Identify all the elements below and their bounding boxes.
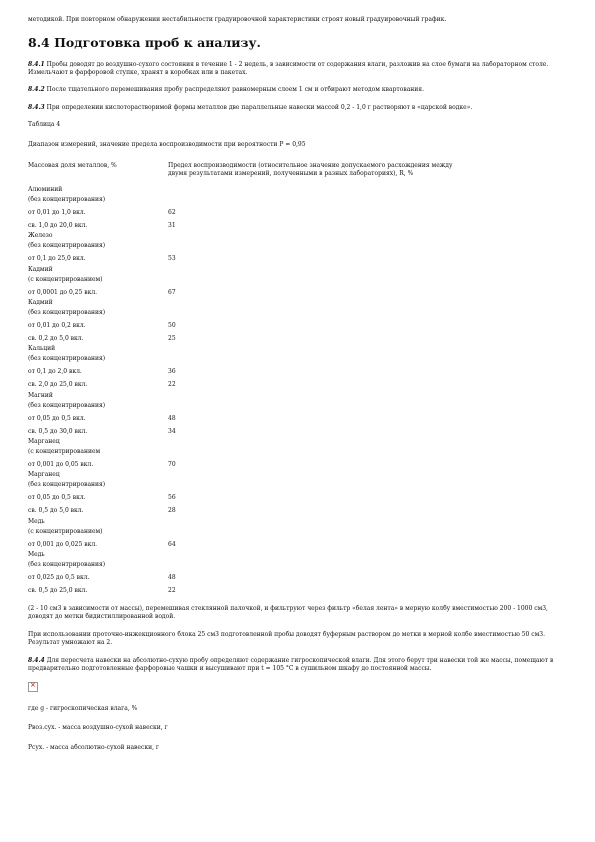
- table-label: Таблица 4: [28, 121, 61, 128]
- reproducibility-value: 22: [168, 381, 176, 389]
- table-row-label: от 0,05 до 0,5 вкл.: [28, 414, 86, 422]
- metal-name-row: [28, 232, 468, 242]
- metal-name-row-label: Марганец: [28, 471, 60, 479]
- table-row-label: от 0,01 до 1,0 вкл.: [28, 208, 86, 216]
- table-row-label: от 0,1 до 25,0 вкл.: [28, 255, 86, 263]
- reproducibility-table: [28, 162, 468, 597]
- header-reproducibility: Предел воспроизводимости (относительное значение допускаемого расхождения между двумя результатами измерений, полученными в разных лабораториях), R, %: [168, 162, 453, 177]
- metal-name-row: [28, 471, 468, 481]
- method-note-row-label: (без концентрирования): [28, 196, 106, 204]
- method-note-row: [28, 309, 468, 319]
- mass-air-dry-line: Рвоз.сух. - масса воздушно-сухой навески, г: [28, 724, 168, 732]
- paragraph-8-4-3: [28, 104, 568, 112]
- method-note-row: [28, 402, 468, 412]
- table-row-label: от 0,025 до 0,5 вкл.: [28, 573, 90, 581]
- metal-name-row: [28, 438, 468, 448]
- mass-dry-line: Рсух. - масса абсолютно-сухой навески, г: [28, 743, 160, 751]
- table-caption: Диапазон измерений, значение предела воспроизводимости при вероятности P = 0,95: [28, 140, 306, 148]
- method-note-row: [28, 276, 468, 286]
- intro-text: методикой. При повторном обнаружении нестабильности градуировочной характеристики строят новый градуировочный график.: [28, 16, 447, 23]
- metal-name-row-label: Железо: [28, 232, 53, 240]
- table-row: [28, 492, 468, 505]
- reproducibility-value: 70: [168, 461, 176, 469]
- reproducibility-value: 36: [168, 368, 176, 376]
- paragraph-text: Пробы доводят до воздушно-сухого состояния в течение 1 - 2 недель, в зависимости от содержания влаги, разложив на слое бумаги на лабораторном столе. Измельчают в фарфоровой ступке, хранят в коробках или в пакетах.: [28, 61, 549, 76]
- method-note-row: [28, 481, 468, 491]
- metal-name-row-label: Марганец: [28, 438, 60, 446]
- method-note-row-label: (без концентрирования): [28, 401, 106, 409]
- metal-name-row: [28, 551, 468, 561]
- method-note-row: [28, 528, 468, 538]
- table-row: [28, 253, 468, 266]
- metal-name-row-label: Магний: [28, 391, 53, 399]
- method-note-row-label: (без концентрирования): [28, 309, 106, 317]
- method-note-row-label: (с концентрированием): [28, 527, 103, 535]
- table-row: [28, 379, 468, 392]
- table-row-label: св. 1,0 до 20,0 вкл.: [28, 222, 88, 230]
- table-row: [28, 332, 468, 345]
- method-note-row-label: (с концентрированием: [28, 448, 101, 456]
- table-row-label: от 0,01 до 0,2 вкл.: [28, 321, 86, 329]
- metal-name-row: [28, 392, 468, 402]
- method-note-row: [28, 242, 468, 252]
- reproducibility-value: 53: [168, 255, 176, 263]
- reproducibility-value: 67: [168, 288, 176, 296]
- reproducibility-value: 48: [168, 414, 176, 422]
- paragraph-8-4-4: [28, 657, 568, 672]
- metal-name-row: [28, 186, 468, 196]
- table-row: [28, 319, 468, 332]
- table-row: [28, 286, 468, 299]
- where-line: где g - гигроскопическая влага, %: [28, 704, 138, 712]
- method-note-row: [28, 561, 468, 571]
- metal-name-row: [28, 345, 468, 355]
- reproducibility-value: 48: [168, 573, 176, 581]
- table-row: [28, 206, 468, 219]
- metal-name-row: [28, 299, 468, 309]
- reproducibility-value: 64: [168, 540, 176, 548]
- table-row-label: от 0,001 до 0,05 вкл.: [28, 461, 94, 469]
- table-row-label: св. 0,5 до 30,0 вкл.: [28, 427, 88, 435]
- table-header-row: [28, 162, 468, 186]
- metal-name-row-label: Кальций: [28, 345, 56, 353]
- table-row-label: от 0,1 до 2,0 вкл.: [28, 368, 82, 376]
- table-row-label: от 0,0001 до 0,25 вкл.: [28, 288, 98, 296]
- table-row: [28, 538, 468, 551]
- table-row-label: св. 0,5 до 5,0 вкл.: [28, 507, 84, 515]
- method-note-row: [28, 355, 468, 365]
- paragraph-number: 8.4.1: [28, 61, 45, 68]
- metal-name-row-label: Медь: [28, 551, 45, 558]
- header-mass-fraction: Массовая доля металлов, %: [28, 162, 117, 169]
- reproducibility-value: 50: [168, 321, 176, 329]
- table-row: [28, 366, 468, 379]
- metal-name-row-label: Кадмий: [28, 298, 53, 306]
- buffer-paragraph: При использовании проточно-инжекционного блока 25 см3 подготовленной пробы доводят буферным раствором до метки в мерной колбе вместимостью 50 см3. Результат умножают на 2.: [28, 631, 546, 646]
- metal-name-row: [28, 266, 468, 276]
- table-row: [28, 219, 468, 232]
- method-note-row-label: (без концентрирования): [28, 561, 106, 569]
- table-row: [28, 584, 468, 597]
- reproducibility-value: 22: [168, 587, 176, 595]
- method-note-row-label: (без концентрирования): [28, 481, 106, 489]
- table-row-label: от 0,05 до 0,5 вкл.: [28, 494, 86, 502]
- reproducibility-value: 62: [168, 208, 176, 216]
- reproducibility-value: 56: [168, 494, 176, 502]
- method-note-row: [28, 196, 468, 206]
- metal-name-row-label: Медь: [28, 517, 45, 525]
- reproducibility-value: 25: [168, 335, 176, 343]
- reproducibility-value: 31: [168, 222, 176, 230]
- document-page: [28, 12, 568, 763]
- reproducibility-value: 28: [168, 507, 176, 515]
- method-note-row-label: (без концентрирования): [28, 242, 106, 250]
- broken-image-icon: [28, 682, 38, 692]
- table-row-label: св. 2,0 до 25,0 вкл.: [28, 381, 88, 389]
- paragraph-number: 8.4.4: [28, 657, 45, 665]
- paragraph-text: После тщательного перемешивания пробу распределяют равномерным слоем 1 см и отбирают методом квартования.: [44, 86, 424, 93]
- paragraph-text: При определении кислоторастворимой формы металлов две параллельные навески массой 0,2 - 1,0 г растворяют в «царской водке».: [44, 103, 473, 111]
- table-row: [28, 571, 468, 584]
- metal-name-row: [28, 518, 468, 528]
- paragraph-8-4-1: [28, 61, 568, 76]
- paragraph-number: 8.4.3: [28, 103, 45, 111]
- reproducibility-value: 34: [168, 427, 176, 435]
- table-row-label: св. 0,2 до 5,0 вкл.: [28, 335, 84, 343]
- table-row: [28, 458, 468, 471]
- paragraph-text: Для пересчета навески на абсолютно-сухую пробу определяют содержание гигроскопической влаги. Для этого берут три навески той же массы, помещают в предварительно подготовленные фарфоровые чашки и высушивают при t = 105 °С в сушильном шкафу до постоянной массы.: [28, 657, 554, 672]
- metal-name-row-label: Алюминий: [28, 186, 63, 193]
- after-table-text: (2 - 10 см3 в зависимости от массы), перемешивая стеклянной палочкой, и фильтруют через фильтр «белая лента» в мерную колбу вместимостью 200 - 1000 см3, доводят до метки бидистиллированной водой.: [28, 605, 548, 620]
- paragraph-number: 8.4.2: [28, 86, 45, 93]
- table-row-label: св. 0,5 до 25,0 вкл.: [28, 587, 88, 595]
- table-row: [28, 505, 468, 518]
- method-note-row-label: (с концентрированием): [28, 275, 103, 283]
- method-note-row: [28, 448, 468, 458]
- table-row: [28, 425, 468, 438]
- metal-name-row-label: Кадмий: [28, 265, 53, 273]
- table-row: [28, 412, 468, 425]
- table-row-label: от 0,001 до 0,025 вкл.: [28, 540, 98, 548]
- section-heading: 8.4 Подготовка проб к анализу.: [28, 34, 261, 50]
- method-note-row-label: (без концентрирования): [28, 355, 106, 363]
- paragraph-8-4-2: [28, 86, 568, 94]
